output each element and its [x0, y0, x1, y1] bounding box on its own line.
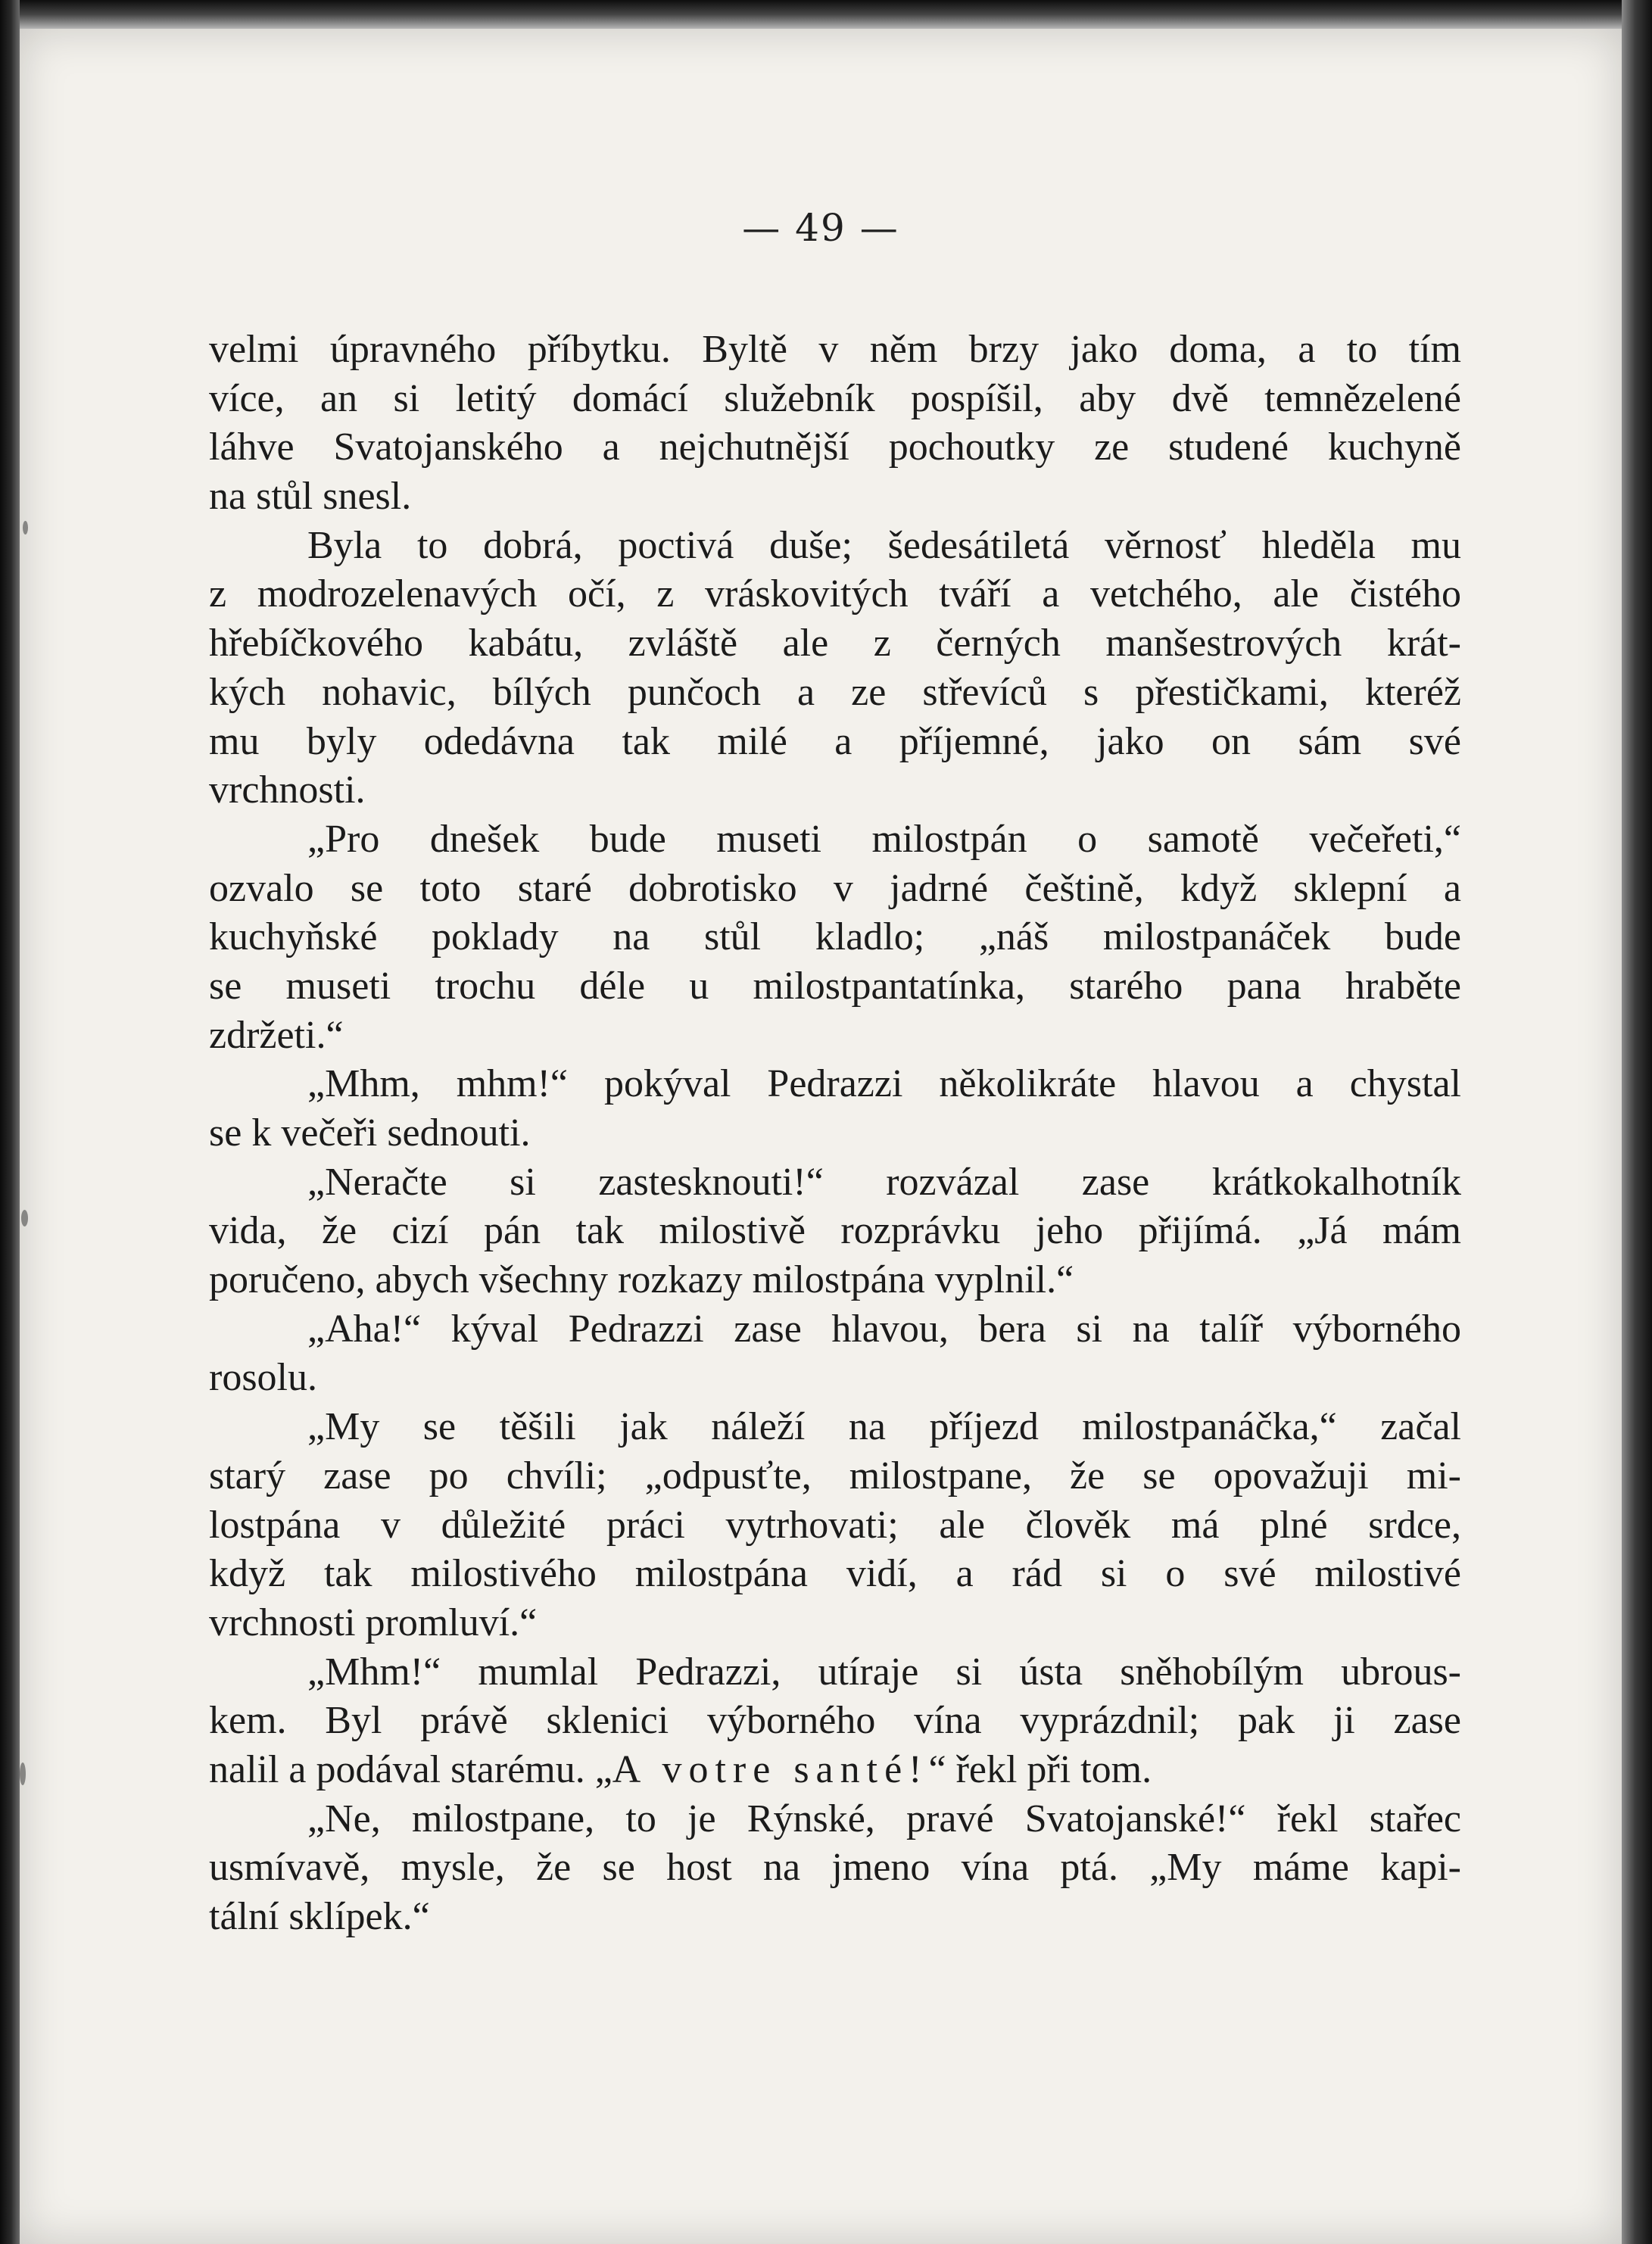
- text-line: rosolu.: [209, 1356, 317, 1400]
- text-line: kuchyňské poklady na stůl kladlo; „náš milostpanáček bude: [209, 915, 1461, 959]
- text-line: Byla to dobrá, poctivá duše; šedesátiletá věrnosť hleděla mu: [307, 523, 1461, 567]
- scan-speck: [23, 521, 28, 535]
- body-text: [209, 326, 1461, 1942]
- text-line: více, an si letitý domácí služebník pospíšil, aby dvě temnězelené: [209, 376, 1461, 420]
- text-line: kých nohavic, bílých punčoch a ze střevíců s přestičkami, kteréž: [209, 670, 1461, 714]
- text-line: „Neračte si zastesknouti!“ rozvázal zase krátkokalhotník: [307, 1160, 1461, 1204]
- text-line: ozvalo se toto staré dobrotisko v jadrné češtině, když sklepní a: [209, 866, 1461, 910]
- text-line: kem. Byl právě sklenici výborného vína vyprázdnil; pak ji zase: [209, 1699, 1461, 1743]
- text-line: velmi úpravného příbytku. Byltě v něm brzy jako doma, a to tím: [209, 328, 1461, 371]
- text-line: vida, že cizí pán tak milostivě rozprávku jeho přijímá. „Já mám: [209, 1209, 1461, 1253]
- book-page: [20, 29, 1622, 2244]
- text-line: se museti trochu déle u milostpantatínka, starého pana hraběte: [209, 964, 1461, 1008]
- text-line: „Pro dnešek bude museti milostpán o samotě večeřeti,“: [307, 817, 1461, 861]
- scan-border-right: [1622, 0, 1652, 2244]
- text-line: zdržeti.“: [209, 1013, 344, 1057]
- scan-speck: [20, 1762, 26, 1785]
- text-line: „Mhm!“ mumlal Pedrazzi, utíraje si ústa sněhobílým ubrous-: [307, 1650, 1461, 1694]
- text-line: nalil a podával starému. „A votre santé!“ řekl při tom.: [209, 1747, 1152, 1791]
- text-line: starý zase po chvíli; „odpusťte, milostpane, že se opovažuji mi-: [209, 1454, 1461, 1498]
- text-line: když tak milostivého milostpána vidí, a rád si o své milostivé: [209, 1552, 1461, 1596]
- text-line: láhve Svatojanského a nejchutnější pochoutky ze studené kuchyně: [209, 425, 1461, 469]
- text-line: „My se těšili jak náleží na příjezd milostpanáčka,“ začal: [307, 1405, 1461, 1449]
- scan-speck: [21, 1210, 28, 1226]
- text-line: hřebíčkového kabátu, zvláště ale z černých manšestrových krát-: [209, 622, 1461, 665]
- text-line: usmívavě, mysle, že se host na jmeno vína ptá. „My máme kapi-: [209, 1846, 1461, 1890]
- text-line: „Mhm, mhm!“ pokýval Pedrazzi několikráte hlavou a chystal: [307, 1062, 1461, 1106]
- text-line: z modrozelenavých očí, z vráskovitých tváří a vetchého, ale čistého: [209, 572, 1461, 616]
- text-line: vrchnosti.: [209, 768, 366, 812]
- scan-border-left: [0, 0, 20, 2244]
- text-line: lostpána v důležité práci vytrhovati; ale člověk má plné srdce,: [209, 1503, 1461, 1547]
- text-line: tální sklípek.“: [209, 1895, 430, 1938]
- text-line: se k večeři sednouti.: [209, 1111, 531, 1155]
- text-line: vrchnosti promluví.“: [209, 1600, 538, 1644]
- text-line: mu byly odedávna tak milé a příjemné, jako on sám své: [209, 719, 1461, 763]
- text-line: poručeno, abych všechny rozkazy milostpána vyplnil.“: [209, 1258, 1074, 1302]
- spaced-emphasis: A votre santé!: [612, 1747, 929, 1791]
- text-line: „Ne, milostpane, to je Rýnské, pravé Svatojanské!“ řekl stařec: [307, 1797, 1461, 1840]
- scan-border-top: [0, 0, 1652, 29]
- page-number: — 49 —: [742, 206, 899, 250]
- text-line: „Aha!“ kýval Pedrazzi zase hlavou, bera si na talíř výborného: [307, 1307, 1461, 1351]
- text-line: na stůl snesl.: [209, 475, 412, 519]
